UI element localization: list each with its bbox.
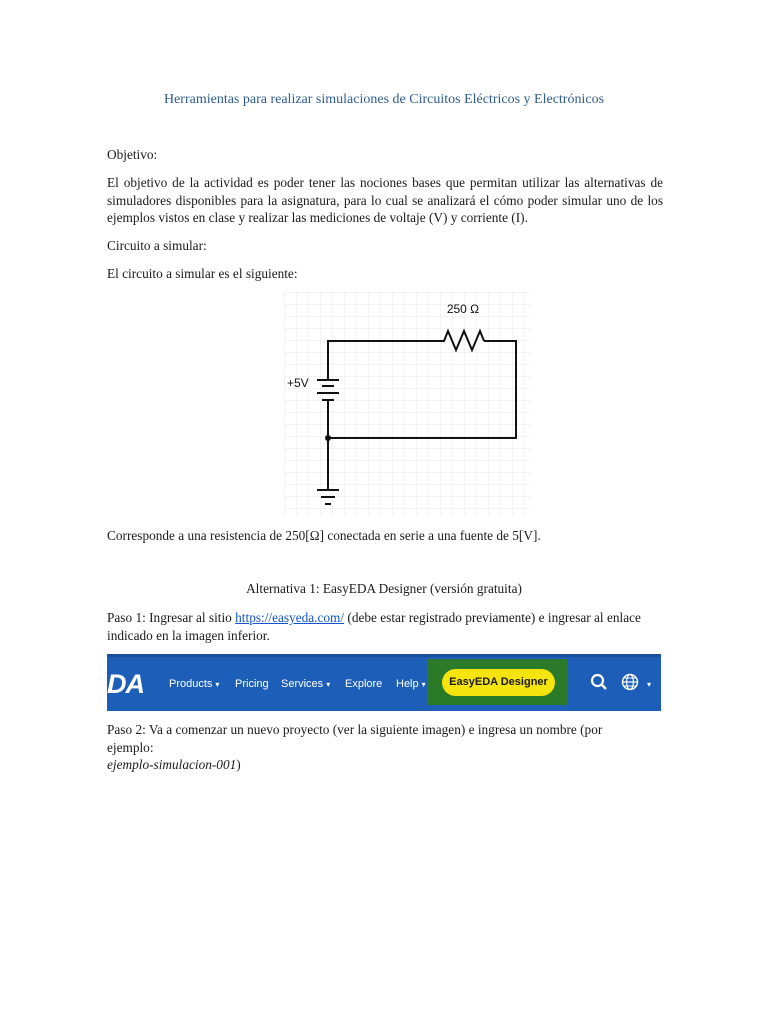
paso1-text <box>107 609 663 644</box>
paso1-prefix: Paso 1: Ingresar al sitio <box>107 610 236 625</box>
chevron-down-icon: ▾ <box>326 680 331 689</box>
nav-item-services[interactable]: Services ▾ <box>281 678 331 690</box>
nav-item-pricing[interactable]: Pricing <box>235 678 269 690</box>
page-title: Herramientas para realizar simulaciones de Circuitos Eléctricos y Electrónicos <box>163 92 605 107</box>
easyeda-logo[interactable]: DA <box>107 669 144 699</box>
nav-item-products[interactable]: Products ▾ <box>169 678 220 690</box>
circuit-diagram <box>284 292 532 516</box>
nav-item-help[interactable]: Help ▾ <box>396 678 426 690</box>
paso2-closing: ) <box>236 757 241 772</box>
easyeda-navbar <box>107 654 661 711</box>
paso1-suffix: (debe estar registrado previamente) e ingresar al enlace indicado en la imagen inferior. <box>107 610 641 643</box>
circuit-grid <box>284 292 532 516</box>
circuito-heading: Circuito a simular: <box>107 238 207 253</box>
objetivo-text: El objetivo de la actividad es poder tener las nociones bases que permitan utilizar las alternativas de simuladores disponibles para la asignatura, para lo cual se analizará el cómo poder simular uno de los ejemplos vistos en clase y realizar las mediciones de voltaje (V) y corriente (I). <box>107 175 663 225</box>
chevron-down-icon: ▾ <box>421 680 426 689</box>
language-caret[interactable] <box>644 678 651 690</box>
corresponde-text: Corresponde a una resistencia de 250[Ω] conectada en serie a una fuente de 5[V]. <box>107 528 541 543</box>
paso2-text <box>107 721 647 774</box>
easyeda-designer-button[interactable]: EasyEDA Designer <box>442 669 555 696</box>
chevron-down-icon: ▾ <box>647 680 652 689</box>
paso2-example: ejemplo-simulacion-001 <box>107 757 237 772</box>
easyeda-link[interactable]: https://easyeda.com/ <box>235 610 345 625</box>
paso2-body: Paso 2: Va a comenzar un nuevo proyecto (ver la siguiente imagen) e ingresa un nombre (por ejemplo: <box>107 722 603 755</box>
circuit-node <box>325 435 331 441</box>
chevron-down-icon: ▾ <box>215 680 220 689</box>
resistor-label: 250 Ω <box>446 302 480 316</box>
source-label: +5V <box>287 376 309 390</box>
nav-item-explore[interactable]: Explore <box>345 678 383 690</box>
alternativa-heading: Alternativa 1: EasyEDA Designer (versión gratuita) <box>246 581 522 596</box>
search-icon[interactable] <box>590 673 608 691</box>
globe-icon[interactable] <box>621 673 639 691</box>
objetivo-heading: Objetivo: <box>107 147 158 162</box>
circuito-intro: El circuito a simular es el siguiente: <box>107 266 298 281</box>
